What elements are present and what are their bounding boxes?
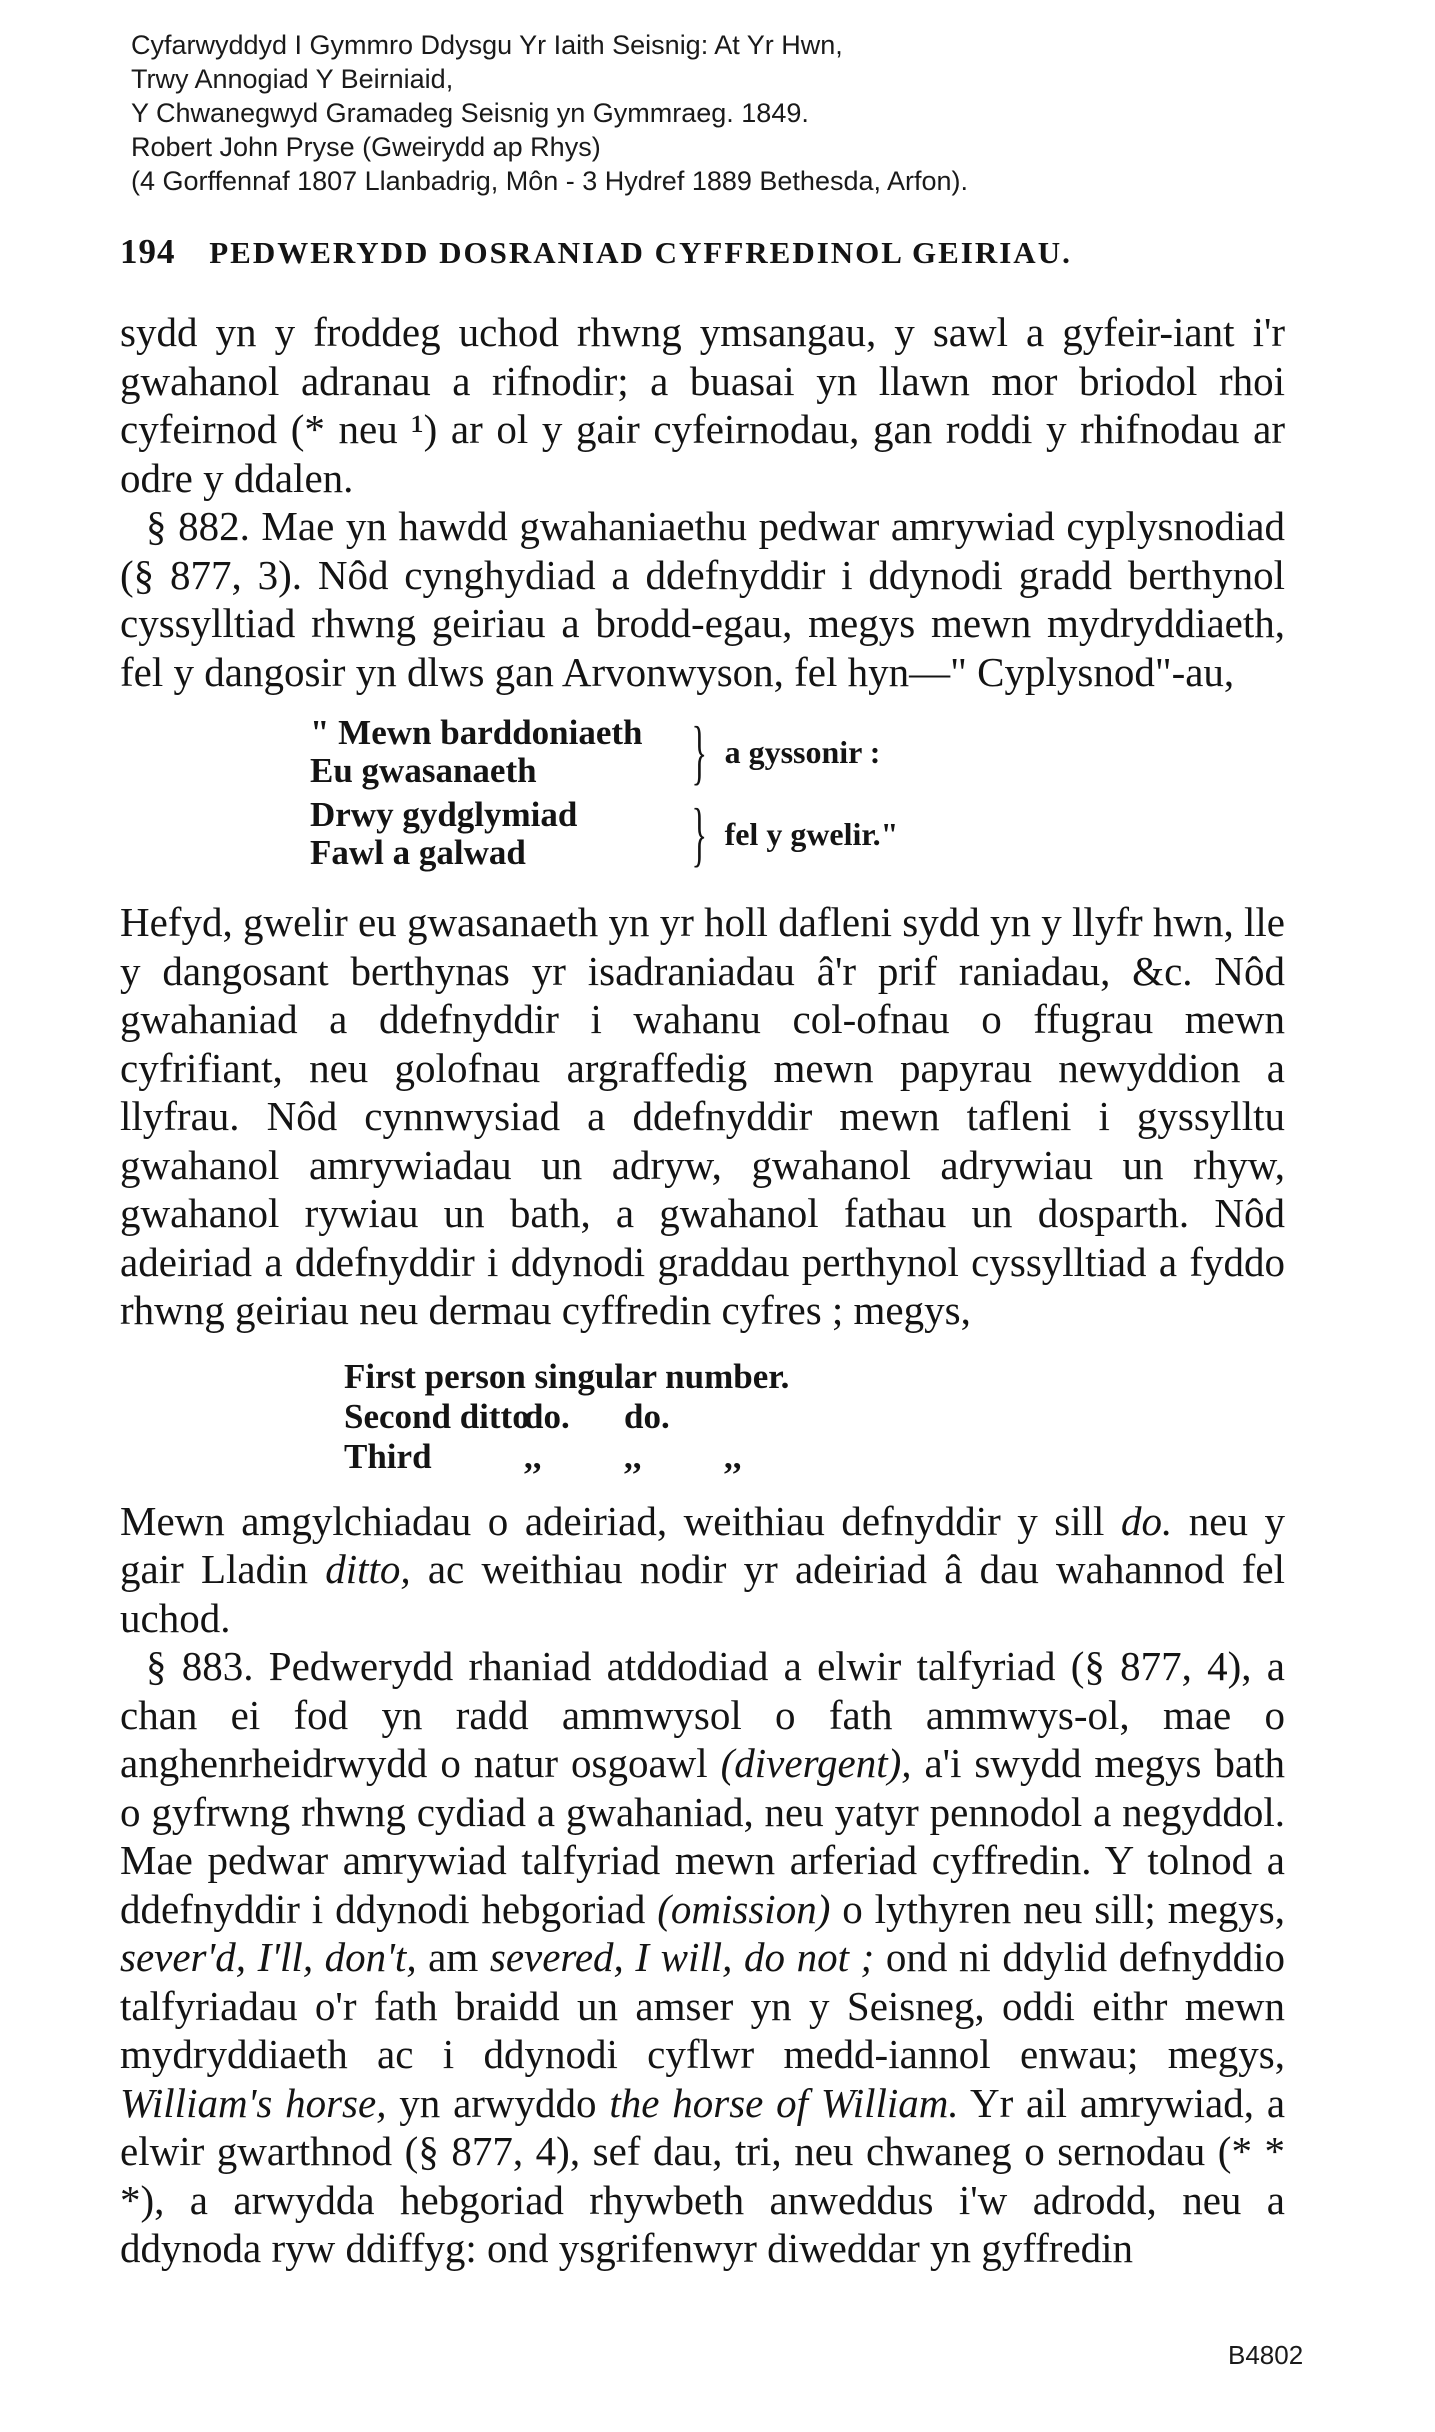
citation-line-4: Robert John Pryse (Gweirydd ap Rhys) [131,132,601,162]
text-run: ac weithiau nodir yr adeiriad â dau wahannod fel uchod. [120,1546,1285,1641]
text-run: yn arwyddo [399,2079,597,2126]
text-run: am [428,1934,479,1980]
running-head [120,232,1285,272]
table-cell: ,, [524,1436,542,1476]
italic-term: William's horse, [120,2079,387,2126]
verse-note: a gyssonir : [724,734,881,770]
verse-note: fel y gwelir." [724,816,899,852]
text-run: a'i swydd megys bath o gyfrwng rhwng cydiad a gwahaniad, neu yatyr pennodol a negyddol. Mae pedwar amrywiad talfyriad mewn arferiad cyffredin. Y tolnod a ddefnyddir i ddynodi hebgoriad [120,1740,1286,1932]
table-cell: Third [344,1436,432,1476]
citation-line-5: (4 Gorffennaf 1807 Llanbadrig, Môn - 3 Hydref 1889 Bethesda, Arfon). [131,166,969,196]
text-run: o lythyren neu sill; megys, [842,1885,1285,1932]
citation-line-1: Cyfarwyddyd I Gymmro Ddysgu Yr Iaith Seisnig: At Yr Hwn, [131,30,843,60]
text-run: Yr ail amrywiad, a elwir gwarthnod (§ 877, 4), sef dau, tri, neu chwaneg o sernodau (* * *), a arwydda hebgoriad rhywbeth anweddus i'w adrodd, neu a ddynoda ryw ddiffyg: ond ysgrifenwyr diweddar yn gyffredin [120,2079,1286,2271]
italic-term: (omission) [657,1885,831,1932]
verse-group-2 [310,796,898,872]
verse-group-1 [310,714,898,790]
citation-line-3: Y Chwanegwyd Gramadeg Seisnig yn Gymmraeg. 1849. [131,98,809,128]
table-row [344,1397,1285,1437]
paragraph-1: sydd yn y froddeg uchod rhwng ymsangau, y sawl a gyfeir-iant i'r gwahanol adranau a rifnodir; a buasai yn llawn mor briodol rhoi cyfeirnod (* neu ¹) ar ol y gair cyfeirnodau, gan roddi y rhifnodau ar odre y ddalen. [120,309,1285,501]
ditto-example-table [344,1357,1285,1477]
table-cell: do. [524,1396,570,1436]
table-row [344,1357,1285,1397]
verse-line: Fawl a galwad [310,833,526,872]
paragraph-882: § 882. Mae yn hawdd gwahaniaethu pedwar amrywiad cyplysnodiad (§ 877, 3). Nôd cynghydiad a ddefnyddir i ddynodi gradd berthynol cyssylltiad rhwng geiriau a brodd-egau, megys mewn mydryddiaeth, fel y dangosir yn dlws gan Arvonwyson, fel hyn—" Cyplysnod"-au, [120,503,1285,695]
citation-header [131,28,1331,198]
table-cell: do. [624,1396,670,1436]
paragraph-4 [120,1497,1285,1643]
page-number: 194 [120,232,176,271]
text-run: § 883. Pedwerydd rhaniad atddodiad a elwir talfyriad (§ 877, 4), a chan ei fod yn radd ammwysol o fath ammwys-ol, mae o anghenrheidrwydd o natur osgoawl [120,1643,1285,1786]
table-cell: Second ditto [344,1396,530,1436]
paragraph-3: Hefyd, gwelir eu gwasanaeth yn yr holl dafleni sydd yn y llyfr hwn, lle y dangosant berthynas yr isadraniadau â'r prif raniadau, &c. Nôd gwahaniad a ddefnyddir i wahanu col-ofnau o ffugrau mewn cyfrifiant, neu golofnau argraffedig mewn papyrau newyddion a llyfrau. Nôd cynnwysiad a ddefnyddir mewn tafleni i gyssylltu gwahanol amrywiadau un adryw, gwahanol adrywiau un rhyw, gwahanol rywiau un bath, a gwahanol fathau un dosparth. Nôd adeiriad a ddefnyddir i ddynodi graddau perthynol cyssylltiad a fyddo rhwng geiriau neu dermau cyffredin cyfres ; megys, [120,899,1285,1333]
italic-term: sever'd, I'll, don't, [120,1934,417,1980]
running-title: PEDWERYDD DOSRANIAD CYFFREDINOL GEIRIAU. [209,235,1072,270]
text-run: neu y gair Lladin [120,1497,1286,1592]
citation-line-2: Trwy Annogiad Y Beirniaid, [131,64,454,94]
italic-term: do. [1120,1497,1173,1544]
text-run: Mewn amgylchiadau o adeiriad, weithiau defnyddir y sill [120,1497,1105,1544]
italic-term: (divergent), [720,1740,912,1786]
table-row [344,1437,1285,1477]
catalogue-code: B4802 [1228,2340,1304,2370]
table-cell: ,, [724,1436,742,1476]
table-cell: First person singular number. [344,1356,790,1396]
book-page [120,232,1285,2273]
brace-icon: } [691,712,708,792]
table-cell: ,, [624,1436,642,1476]
paragraph-883 [120,1642,1285,2273]
text-run: ond ni ddylid defnyddio talfyriadau o'r fath braidd un amser yn y Seisneg, oddi eithr mewn mydryddiaeth ac i ddynodi cyflwr medd-iannol enwau; megys, [120,1934,1286,2077]
verse-line: Drwy gydglymiad [310,795,578,834]
verse-line: " Mewn barddoniaeth [310,713,643,752]
verse-line: Eu gwasanaeth [310,751,537,790]
verse-quotation [310,714,1285,878]
italic-term: ditto, [325,1546,411,1592]
italic-term: severed, I will, do not ; [489,1934,875,1980]
brace-icon: } [691,794,708,874]
italic-term: the horse of William. [609,2079,959,2126]
